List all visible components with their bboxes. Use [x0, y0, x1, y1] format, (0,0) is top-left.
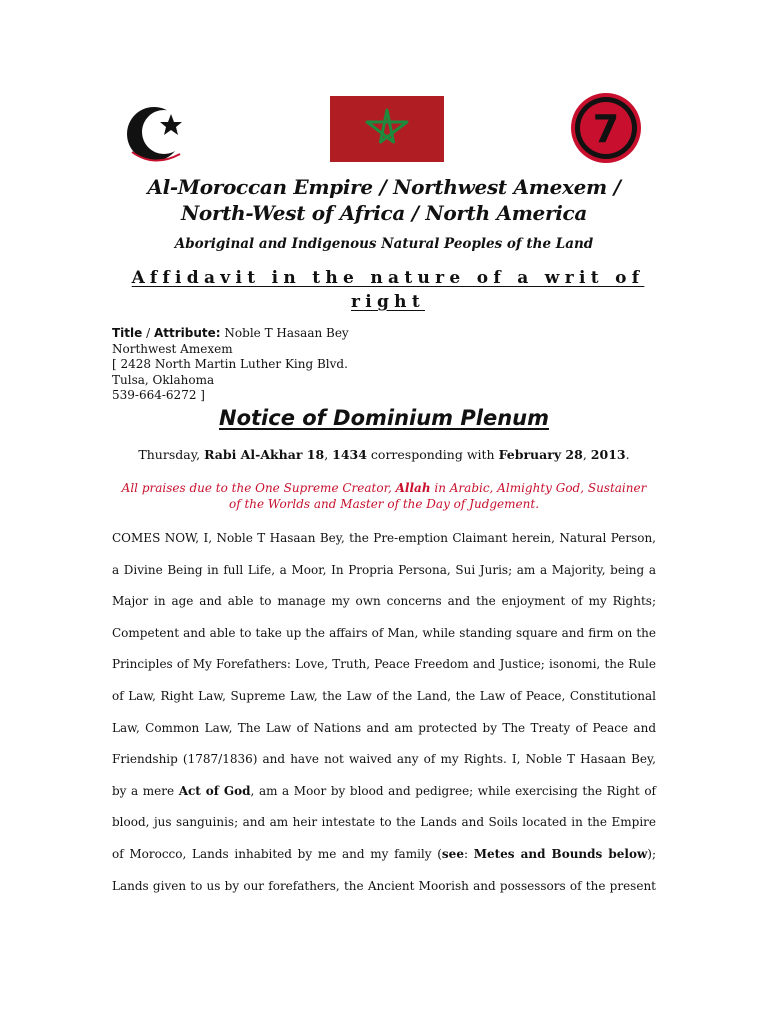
praises-allah: Allah: [395, 481, 431, 495]
body-line-1: COMES NOW, I, Noble T Hasaan Bey, the Pre-emption Claimant herein, Natural Person,: [112, 531, 656, 545]
dateline-gregorian-year: 2013: [590, 447, 626, 462]
circle-seven-icon: [568, 90, 644, 166]
address-line-5: 539-664-6272 ]: [112, 388, 205, 402]
dateline-comma-1: ,: [324, 447, 333, 462]
title-line-2: North-West of Africa / North America: [180, 201, 588, 225]
body-line-11a: of Morocco, Lands inhabited by me and my family (: [112, 846, 442, 861]
body-line-8: Friendship (1787/1836) and have not waived any of my Rights. I, Noble T Hasaan Bey,: [112, 752, 656, 767]
dateline: [0, 446, 768, 464]
body-line-7: Law, Common Law, The Law of Nations and am protected by The Treaty of Peace and: [112, 720, 656, 735]
address-line-3: [ 2428 North Martin Luther King Blvd.: [112, 357, 348, 371]
attribute-label: Attribute: [153, 326, 216, 340]
notice-heading: Notice of Dominium Plenum: [219, 406, 549, 430]
title-line-1: Al-Moroccan Empire / Northwest Amexem /: [147, 175, 621, 199]
praises-line-2: of the Worlds and Master of the Day of Judgement.: [228, 497, 540, 511]
body-line-11e: );: [647, 846, 657, 861]
dateline-hijri-year: 1434: [332, 447, 367, 462]
address-block: [112, 326, 512, 404]
moroccan-flag-icon: [330, 96, 444, 162]
dateline-end: .: [625, 447, 630, 462]
dateline-hijri: Rabi Al-Akhar 18: [204, 447, 325, 462]
body-line-5: Principles of My Forefathers: Love, Truth, Peace Freedom and Justice; isonomi, the Rule: [112, 657, 656, 672]
body-line-9a: by a mere: [112, 783, 179, 798]
title-slash: /: [142, 326, 154, 340]
praises-line-1: [100, 480, 668, 496]
praises-part-1: All praises due to the One Supreme Creator,: [121, 481, 396, 495]
title-attribute-line: [112, 326, 512, 342]
body-line-4: Competent and able to take up the affairs of Man, while standing square and firm on the: [112, 625, 656, 640]
body-line-9c: , am a Moor by blood and pedigree; while exercising the Right of: [250, 783, 656, 798]
body-line-2: a Divine Being in full Life, a Moor, In Propria Persona, Sui Juris; am a Majority, being a: [112, 562, 656, 577]
see-label: see: [441, 846, 464, 861]
document-title: [60, 174, 708, 226]
body-line-11c: :: [463, 846, 474, 861]
dateline-mid: corresponding with: [366, 447, 499, 462]
seven-glyph: 7: [592, 107, 620, 151]
address-line-4: Tulsa, Oklahoma: [112, 372, 215, 387]
body-line-10: blood, jus sanguinis; and am heir intestate to the Lands and Soils located in the Empire: [112, 815, 656, 830]
affidavit-heading: Affidavit in the nature of a writ of right: [131, 268, 645, 312]
praises-part-2: in Arabic, Almighty God, Sustainer: [430, 481, 647, 495]
attribute-colon: :: [215, 326, 221, 340]
crescent-star-icon: [124, 102, 194, 164]
body-line-9: [112, 776, 656, 808]
address-line-2: Northwest Amexem: [112, 341, 233, 356]
document-subtitle: Aboriginal and Indigenous Natural Peoples of the Land: [174, 236, 594, 252]
dateline-comma-2: ,: [582, 447, 591, 462]
act-of-god: Act of God: [178, 783, 251, 798]
body-line-6: of Law, Right Law, Supreme Law, the Law of the Land, the Law of Peace, Constitutional: [112, 688, 656, 703]
address-name: Noble T Hasaan Bey: [220, 326, 349, 340]
body-paragraph: [112, 523, 656, 902]
body-line-3: Major in age and able to manage my own concerns and the enjoyment of my Rights;: [112, 594, 656, 609]
praises-paragraph: [100, 480, 668, 512]
title-label: Title: [112, 326, 143, 340]
emblem-row: [0, 90, 768, 170]
dateline-gregorian: February 28: [498, 447, 583, 462]
dateline-prefix: Thursday,: [138, 447, 205, 462]
body-line-11: [112, 839, 656, 871]
body-line-12: Lands given to us by our forefathers, the Ancient Moorish and possessors of the present: [112, 878, 656, 893]
metes-and-bounds: Metes and Bounds below: [473, 846, 648, 861]
